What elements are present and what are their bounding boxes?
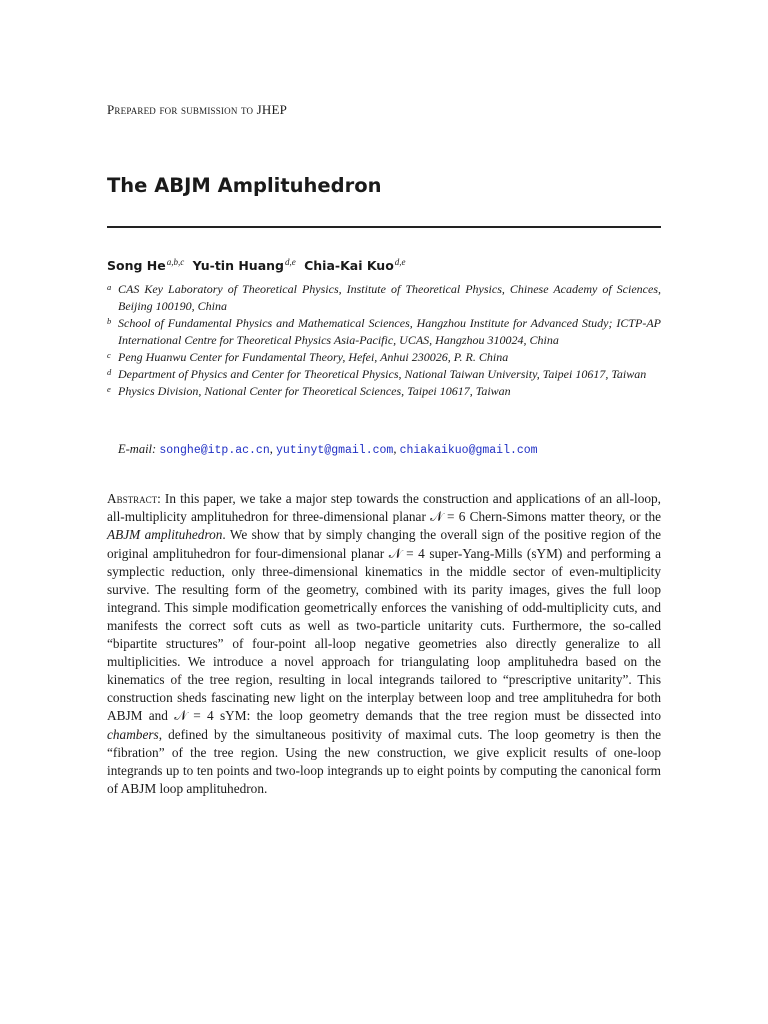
- email-label: E-mail:: [118, 442, 157, 456]
- abstract-math: 𝒩 = 6: [430, 509, 466, 525]
- abstract-text: super-Yang-Mills (sYM) and performing a symplectic reduction, only three-dimensional kinematics in the middle sector of even-multiplicity survive. The resulting form of the geometry, combined with its parity images, gives the full loop integrand. This simple modification geometrically enforces the vanishing of odd-multiplicity cuts, and manifests the correct soft cuts as well as two-particle unitarity cuts. Furthermore, the so-called “bipartite structures” of four-point all-loop negative geometries also directly generalize to all multiplicities. We introduce a novel approach for triangulating loop amplituhedra based on the kinematics of the tree region, resulting in local integrands tailored to “prescriptive unitarity”. This construction sheds fascinating new light on the interplay between loop and tree amplituhedra for both ABJM and: [107, 545, 661, 724]
- affiliation-item: [107, 349, 661, 366]
- abstract-text: sYM: the loop geometry demands that the tree region must be dissected into: [213, 708, 661, 724]
- author-affiliation-mark: d,e: [284, 257, 296, 267]
- author-affiliation-mark: d,e: [394, 257, 406, 267]
- submission-note-text: Prepared for submission to JHEP: [107, 102, 288, 117]
- author-affiliation-mark: a,b,c: [166, 257, 185, 267]
- affiliation-text: Peng Huanwu Center for Fundamental Theory, Hefei, Anhui 230026, P. R. China: [118, 350, 509, 364]
- author-list: [107, 257, 410, 273]
- email-link[interactable]: songhe@itp.ac.cn: [159, 444, 270, 457]
- author-name: Chia-Kai Kuo: [304, 258, 394, 274]
- email-line: E-mail: songhe@itp.ac.cn, yutinyt@gmail.com, chiakaikuo@gmail.com: [118, 442, 538, 457]
- affiliation-text: Department of Physics and Center for Theoretical Physics, National Taiwan University, Taipei 10617, Taiwan: [118, 367, 647, 381]
- affiliation-item: [107, 315, 661, 349]
- email-link[interactable]: yutinyt@gmail.com: [275, 444, 394, 457]
- abstract-text: , defined by the simultaneous positivity of maximal cuts. The loop geometry is then the “fibration” of the tree region. Using the new construction, we give explicit results of one-loop integrands up to ten points and two-loop integrands up to eight points by computing the canonical form of ABJM loop amplituhedron.: [107, 726, 661, 796]
- email-link[interactable]: chiakaikuo@gmail.com: [399, 444, 538, 457]
- affiliation-mark: e: [107, 384, 111, 394]
- abstract-emphasis: ABJM amplituhedron: [107, 527, 223, 543]
- title-rule: [107, 226, 661, 228]
- paper-title: The ABJM Amplituhedron: [107, 174, 382, 197]
- affiliation-item: [107, 281, 661, 315]
- affiliation-text: CAS Key Laboratory of Theoretical Physics, Institute of Theoretical Physics, Chinese Academy of Sciences, Beijing 100190, China: [118, 282, 661, 313]
- affiliation-mark: c: [107, 350, 111, 360]
- abstract-math: 𝒩 = 4: [174, 708, 214, 724]
- abstract-text: In this paper, we take a major step towards the construction and applications of an all-loop, all-multiplicity amplituhedron for three-dimensional planar: [107, 491, 661, 525]
- affiliation-mark: b: [107, 316, 112, 326]
- abstract-text: Chern-Simons matter theory, or the: [465, 509, 661, 525]
- abstract-math: 𝒩 = 4: [388, 545, 425, 561]
- affiliation-text: School of Fundamental Physics and Mathematical Sciences, Hangzhou Institute for Advanced Study; ICTP-AP International Centre for Theoretical Physics Asia-Pacific, UCAS, Hangzhou 310024, China: [118, 316, 661, 347]
- affiliation-mark: a: [107, 282, 112, 292]
- submission-note: [107, 102, 287, 118]
- affiliation-mark: d: [107, 367, 112, 377]
- author-name: Yu-tin Huang: [192, 258, 284, 274]
- abstract: [107, 490, 661, 798]
- affiliation-item: [107, 366, 661, 383]
- author-name: Song He: [107, 258, 166, 274]
- affiliation-list: [107, 281, 661, 400]
- affiliation-item: [107, 383, 661, 400]
- abstract-text: . We show that by simply changing the overall sign of the positive region of the original amplituhedron for four-dimensional planar: [107, 527, 661, 561]
- affiliation-text: Physics Division, National Center for Theoretical Sciences, Taipei 10617, Taiwan: [118, 384, 511, 398]
- abstract-heading: Abstract:: [107, 491, 161, 507]
- abstract-emphasis: chambers: [107, 726, 159, 742]
